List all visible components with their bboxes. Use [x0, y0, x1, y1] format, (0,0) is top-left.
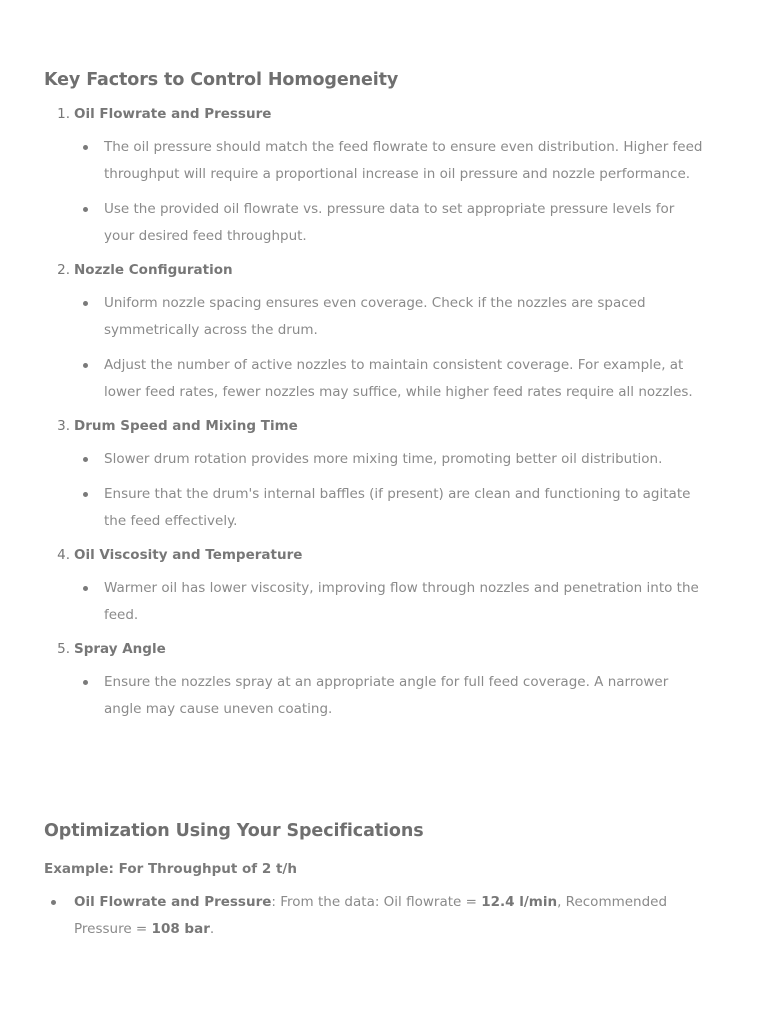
- factor-number: 5.: [57, 641, 70, 657]
- example-term: Oil Flowrate and Pressure: [74, 894, 272, 910]
- example-points: [44, 889, 708, 943]
- factor-heading: [57, 637, 708, 661]
- section-heading-optimization: Optimization Using Your Specifications: [44, 821, 424, 841]
- point-text: Slower drum rotation provides more mixing time, promoting better oil distribution.: [104, 451, 663, 467]
- point-text: Ensure that the drum's internal baffles (if present) are clean and functioning to agitate the feed effectively.: [104, 486, 691, 529]
- example-text: .: [209, 921, 215, 937]
- list-item: [74, 669, 708, 723]
- factor-heading: [57, 414, 708, 438]
- factors-list: [44, 102, 708, 723]
- list-item: [74, 134, 708, 188]
- factor-heading: [57, 102, 708, 126]
- list-item: [74, 446, 708, 473]
- section-heading-key-factors: Key Factors to Control Homogeneity: [44, 70, 399, 90]
- list-item: [44, 889, 708, 943]
- example-text: : From the data: Oil flowrate =: [271, 894, 482, 910]
- point-text: Warmer oil has lower viscosity, improving flow through nozzles and penetration into the feed.: [104, 580, 699, 623]
- bullet-icon: [83, 457, 88, 462]
- factor-title: Oil Viscosity and Temperature: [74, 547, 303, 563]
- factor-number: 3.: [57, 418, 70, 434]
- bullet-icon: [83, 145, 88, 150]
- bullet-icon: [83, 492, 88, 497]
- factor-title: Spray Angle: [74, 641, 166, 657]
- factor-heading: [57, 258, 708, 282]
- list-item: [74, 196, 708, 250]
- factor-item: [44, 102, 708, 250]
- factor-item: [44, 543, 708, 629]
- factor-number: 4.: [57, 547, 70, 563]
- factor-points: [74, 575, 708, 629]
- bullet-icon: [83, 301, 88, 306]
- factor-points: [74, 290, 708, 406]
- bullet-icon: [83, 363, 88, 368]
- list-item: [74, 290, 708, 344]
- point-text: The oil pressure should match the feed flowrate to ensure even distribution. Higher feed throughput will require a proportional increase in oil pressure and nozzle performance.: [104, 139, 703, 182]
- bullet-icon: [83, 586, 88, 591]
- list-item: [74, 481, 708, 535]
- pressure-value: 108 bar: [151, 921, 210, 937]
- factor-title: Oil Flowrate and Pressure: [74, 106, 272, 122]
- factor-title: Nozzle Configuration: [74, 262, 233, 278]
- point-text: Use the provided oil flowrate vs. pressure data to set appropriate pressure levels for your desired feed throughput.: [104, 201, 675, 244]
- example-label: Example: For Throughput of 2 t/h: [44, 861, 297, 877]
- point-text: Ensure the nozzles spray at an appropriate angle for full feed coverage. A narrower angle may cause uneven coating.: [104, 674, 669, 717]
- factor-points: [74, 134, 708, 250]
- example-text: , Recommended Pressure =: [74, 894, 668, 937]
- factor-points: [74, 446, 708, 535]
- bullet-icon: [83, 207, 88, 212]
- factor-points: [74, 669, 708, 723]
- factor-title: Drum Speed and Mixing Time: [74, 418, 298, 434]
- factor-item: [44, 414, 708, 535]
- point-text: Uniform nozzle spacing ensures even coverage. Check if the nozzles are spaced symmetrically across the drum.: [104, 295, 646, 338]
- list-item: [74, 352, 708, 406]
- bullet-icon: [83, 680, 88, 685]
- factor-item: [44, 637, 708, 723]
- factor-number: 1.: [57, 106, 70, 122]
- list-item: [74, 575, 708, 629]
- factor-item: [44, 258, 708, 406]
- factor-number: 2.: [57, 262, 70, 278]
- factor-heading: [57, 543, 708, 567]
- bullet-icon: [51, 900, 56, 905]
- point-text: Adjust the number of active nozzles to maintain consistent coverage. For example, at lower feed rates, fewer nozzles may suffice, while higher feed rates require all nozzles.: [104, 357, 693, 400]
- oil-flowrate-value: 12.4 l/min: [481, 894, 558, 910]
